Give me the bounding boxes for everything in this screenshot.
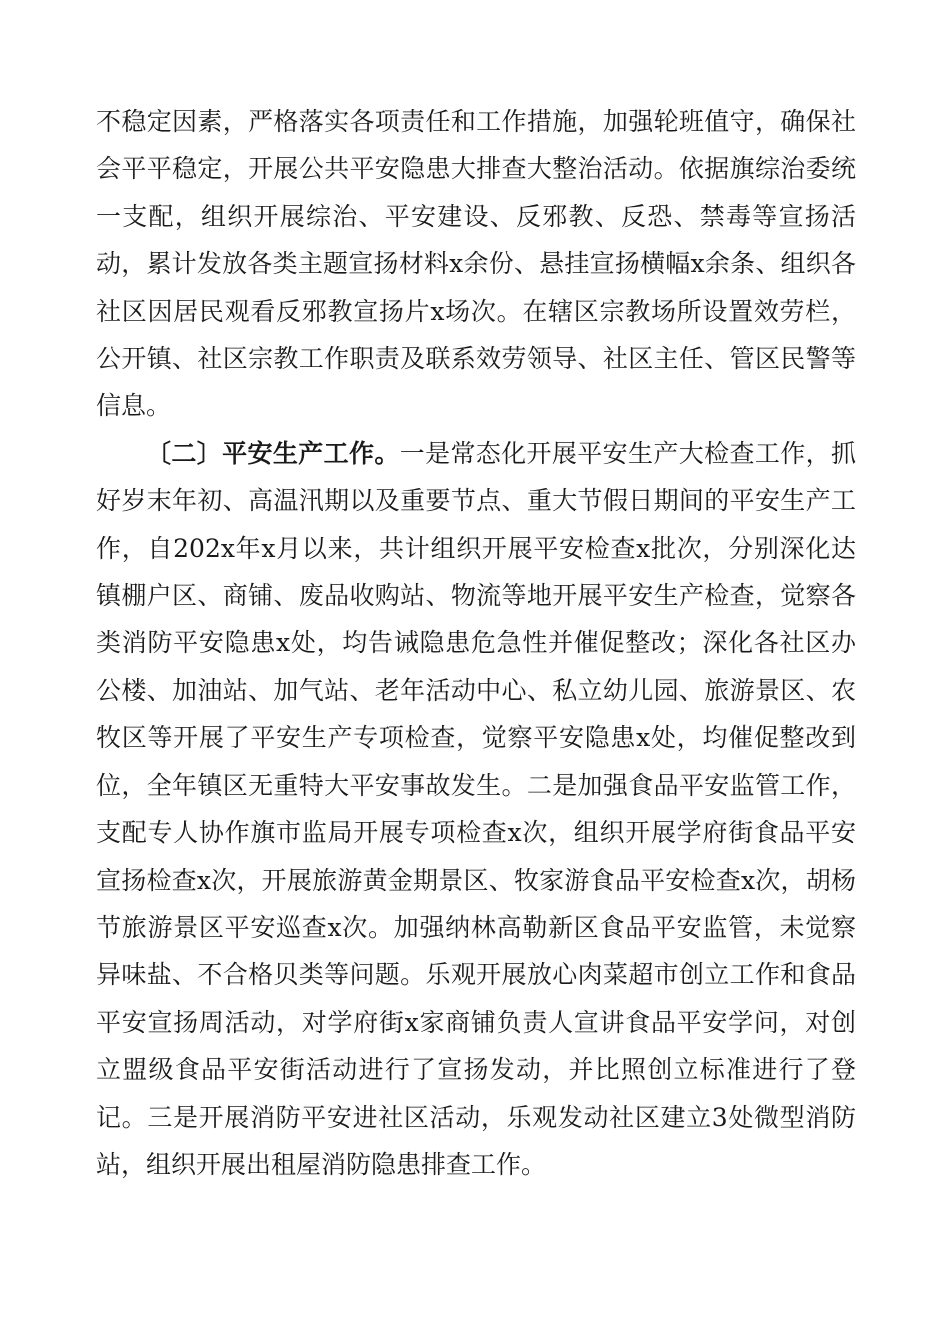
section-heading: 〔二〕平安生产工作。 [146,438,400,468]
paragraph-public-safety: 不稳定因素，严格落实各项责任和工作措施，加强轮班值守，确保社会平平稳定，开展公共平安隐患大排查大整治活动。依据旗综治委统一支配，组织开展综治、平安建设、反邪教、反恐、禁毒等宣扬活动，累计发放各类主题宣扬材料x余份、悬挂宣扬横幅x余条、组织各社区因居民观看反邪教宣扬片x场次。在辖区宗教场所设置效劳栏，公开镇、社区宗教工作职责及联系效劳领导、社区主任、管区民警等信息。 [96,107,856,421]
document-body [96,98,856,1188]
paragraph-production-safety [96,430,856,1189]
section-body: 一是常态化开展平安生产大检查工作，抓好岁末年初、高温汛期以及重要节点、重大节假日期间的平安生产工作，自202x年x月以来，共计组织开展平安检查x批次，分别深化达镇棚户区、商铺、废品收购站、物流等地开展平安生产检查，觉察各类消防平安隐患x处，均告诫隐患危急性并催促整改；深化各社区办公楼、加油站、加气站、老年活动中心、私立幼儿园、旅游景区、农牧区等开展了平安生产专项检查，觉察平安隐患x处，均催促整改到位，全年镇区无重特大平安事故发生。二是加强食品平安监管工作，支配专人协作旗市监局开展专项检查x次，组织开展学府街食品平安宣扬检查x次，开展旅游黄金期景区、牧家游食品平安检查x次，胡杨节旅游景区平安巡查x次。加强纳林高勒新区食品平安监管，未觉察异味盐、不合格贝类等问题。乐观开展放心肉菜超市创立工作和食品平安宣扬周活动，对学府街x家商铺负责人宣讲食品平安学问，对创立盟级食品平安街活动进行了宣扬发动，并比照创立标准进行了登记。三是开展消防平安进社区活动，乐观发动社区建立3处微型消防站，组织开展出租屋消防隐患排查工作。 [96,438,856,1179]
